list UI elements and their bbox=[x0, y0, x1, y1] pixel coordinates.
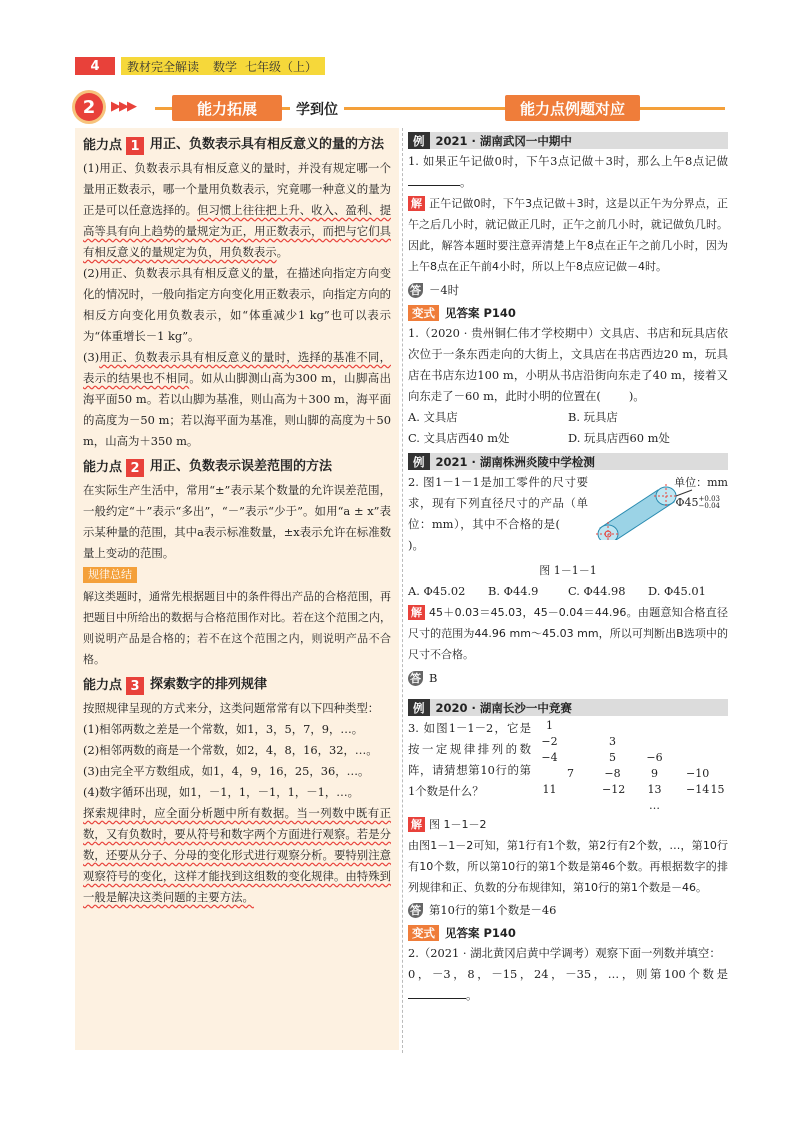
options-list bbox=[408, 407, 728, 449]
number-array: 1 −2 3 −4 5 −6 7 −8 9 −10 11 −12 13 −14 15 … bbox=[541, 719, 725, 812]
figure-1-1-2 bbox=[535, 718, 728, 814]
variant-question-1: 1.（2020 · 贵州铜仁伟才学校期中）文具店、书店和玩具店依次位于一条东西走向的大街上，文具店在书店西边20 m，玩具店在书店东边100 m，小明从书店沿街向东走了40 m，接着又向东走了－60 m，此时小明的位置在( )。 bbox=[408, 326, 728, 403]
subject: 数学 bbox=[213, 59, 238, 74]
grade: 七年级（上） bbox=[245, 59, 318, 74]
option: A. 文具店 bbox=[408, 410, 458, 424]
cylinder-diagram bbox=[588, 480, 698, 540]
solution-tag: 解 bbox=[408, 605, 425, 620]
question-1: 1. 如果正午记做0时，下午3点记做＋3时，那么上午8点记做。 bbox=[408, 154, 728, 189]
solution-3-text: 由图1－1－2可知，第1行有1个数，第2行有2个数，…，第10行有10个数，所以第10行的第1个数是第46个数。再根据数字的排列规律和正、负数的分布规律知，第10行的第1个数是－46。 bbox=[408, 839, 728, 894]
solution-1: 解 正午记做0时，下午3点记做＋3时，这是以正午为分界点，正午之后几小时，就记做正几时，正午之前几小时，就记做负几时。因此，解答本题时要注意弄清楚上午8点在正午之前几小时，因为上午8点在正午前4小时，所以上午8点应记做－4时。 bbox=[408, 197, 728, 273]
option: B. Φ44.9 bbox=[488, 584, 539, 598]
ability-heading-1: 能力点 1 用正、负数表示具有相反意义的量的方法 bbox=[83, 137, 385, 154]
rule-summary: 解这类题时，通常先根据题目中的条件得出产品的合格范围，再把题目中所给出的数据与合格范围作对比。若在这个范围之内，则说明产品是合格的；若不在这个范围之内，则说明产品不合格。 bbox=[83, 590, 391, 666]
ability-number-badge: 2 bbox=[126, 459, 144, 477]
paragraph: 探索规律时，应全面分析题中所有数据。当一列数中既有正数，又有负数时，要从符号和数字两个方面进行观察。若是分数，还要从分子、分母的变化形式进行观察分析。要特别注意观察符号的变化，这样才能找到这组数的变化规律。由特殊到一般是解决这类问题的主要方法。 bbox=[83, 806, 391, 904]
options-list bbox=[408, 581, 728, 602]
solution-3: 解 图 1－1－2 bbox=[408, 814, 728, 835]
question-3: 3. 如图1－1－2，它是按一定规律排列的数阵，请猜想第10行的第1个数是什么？ bbox=[408, 721, 531, 798]
answer-2: 答 B bbox=[410, 671, 438, 685]
variant-header-1: 变式 见答案 P140 bbox=[408, 305, 728, 321]
answer-3: 答 第10行的第1个数是－46 bbox=[410, 903, 557, 917]
left-column bbox=[75, 128, 399, 1050]
figure-1-1-1: 单位：mm Φ45+0.03 −0.04 bbox=[588, 472, 728, 560]
tab-ability-sub: 学到位 bbox=[290, 99, 344, 119]
ability-heading-2: 能力点 2 用正、负数表示误差范围的方法 bbox=[83, 459, 333, 476]
option: D. 玩具店西60 m处 bbox=[568, 431, 670, 445]
right-column bbox=[408, 128, 728, 1006]
ability-heading-3: 能力点 3 探索数字的排列规律 bbox=[83, 677, 268, 694]
ability-number-badge: 1 bbox=[126, 137, 144, 155]
column-divider bbox=[402, 128, 403, 1053]
example-header-1: 例 2021 · 湖南武冈一中期中 bbox=[408, 132, 728, 149]
option: D. Φ45.01 bbox=[648, 584, 706, 598]
answer-tag: 答 bbox=[410, 672, 421, 685]
paragraph: 按照规律呈现的方式来分，这类问题常常有以下四种类型： bbox=[83, 701, 380, 715]
ability-number-badge: 3 bbox=[126, 677, 144, 695]
section-bar bbox=[75, 95, 725, 121]
option: B. 玩具店 bbox=[568, 410, 618, 424]
solution-tag: 解 bbox=[408, 196, 425, 211]
list-item: (4)数字循环出现，如1，－1，1，－1，1，－1，…。 bbox=[83, 785, 360, 799]
paragraph: 在实际生产生活中，常用“±”表示某个数量的允许误差范围，一般约定“＋”表示“多出”，“－”表示“少于”。如用“a ± x”表示某种量的范围，其中a表示标准数量，±x表示允许在标准数量上变动的范围。 bbox=[83, 483, 391, 560]
page-header bbox=[75, 58, 325, 74]
answer-tag: 答 bbox=[410, 904, 421, 917]
example-header-3: 例 2020 · 湖南长沙一中竞赛 bbox=[408, 699, 728, 716]
tab-ability-expand: 能力拓展 bbox=[172, 95, 282, 121]
list-item: (2)相邻两数的商是一个常数，如2，4，8，16，32，…。 bbox=[83, 743, 378, 757]
variant-question-2-seq: 0，－3，8，－15，24，－35，…，则第100个数是。 bbox=[408, 967, 728, 1002]
section-number: 2 bbox=[75, 93, 103, 121]
answer-1: 答 －4时 bbox=[410, 283, 460, 297]
figure-caption: 图 1－1－1 bbox=[539, 564, 597, 577]
page-number: 4 bbox=[75, 57, 115, 75]
list-item: (1)相邻两数之差是一个常数，如1，3，5，7，9，…。 bbox=[83, 722, 364, 736]
answer-blank bbox=[408, 986, 466, 999]
solution-2: 解 45＋0.03＝45.03，45－0.04＝44.96。由题意知合格直径尺寸的范围为44.96 mm～45.03 mm，所以可判断出B选项中的尺寸不合格。 bbox=[408, 606, 728, 661]
variant-header-2: 变式 见答案 P140 bbox=[408, 925, 728, 941]
option: A. Φ45.02 bbox=[408, 584, 466, 598]
paragraph: (2)用正、负数表示具有相反意义的量，在描述向指定方向变化的情况时，一般向指定方向变化用正数表示，向指定方向的相反方向变化用负数表示，如“体重减少1 kg”也可以表示为“体重增长－1 kg”。 bbox=[83, 266, 391, 343]
option: C. 文具店西40 m处 bbox=[408, 431, 510, 445]
solution-tag: 解 bbox=[408, 817, 425, 832]
tab-examples: 能力点例题对应 bbox=[505, 95, 640, 121]
header-book-title bbox=[121, 57, 325, 75]
answer-tag: 答 bbox=[410, 284, 421, 297]
book-name: 教材完全解读 bbox=[127, 59, 200, 74]
paragraph: (3)用正、负数表示具有相反意义的量时，选择的基准不同，表示的结果也不相同。如从山脚测山高为300 m，山脚高出海平面50 m。若以山脚为基准，则山高为＋300 m，海平面的高度为－50 m；若以海平面为基准，则山脚的高度为＋50 m，山高为＋350 m。 bbox=[83, 350, 391, 448]
variant-question-2: 2.（2021 · 湖北黄冈启黄中学调考）观察下面一列数并填空： bbox=[408, 946, 721, 960]
option: C. Φ44.98 bbox=[568, 584, 626, 598]
rule-summary-tag: 规律总结 bbox=[83, 567, 137, 583]
list-item: (3)由完全平方数组成，如1，4，9，16，25，36，…。 bbox=[83, 764, 370, 778]
paragraph: (1)用正、负数表示具有相反意义的量时，并没有规定哪一个量用正数表示，哪一个量用负数表示，究竟哪一种意义的量为正是可以任意选择的。但习惯上往往把上升、收入、盈利、提高等具有向上趋势的量规定为正，用正数表示，而把与它们具有相反意义的量规定为负，用负数表示。 bbox=[83, 161, 391, 259]
question-2-block bbox=[408, 472, 728, 560]
question-3-block bbox=[408, 718, 728, 814]
example-header-2: 例 2021 · 湖南株洲炎陵中学检测 bbox=[408, 453, 728, 470]
arrows-icon: ▶▶▶ bbox=[111, 99, 135, 114]
question-2: 2. 图1－1－1是加工零件的尺寸要求，现有下列直径尺寸的产品（单位：mm），其中不合格的是()。 bbox=[408, 475, 588, 552]
answer-blank bbox=[408, 173, 460, 186]
